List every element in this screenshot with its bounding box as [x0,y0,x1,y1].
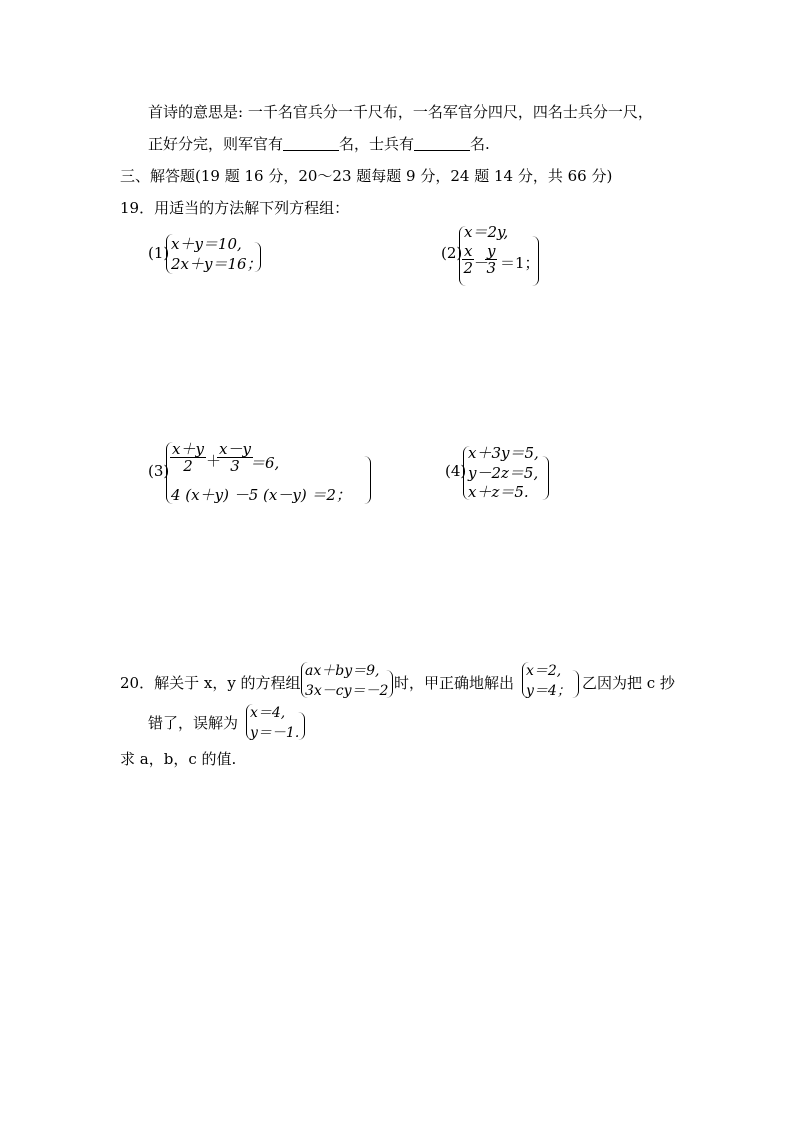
q20-sol1-eq1: x＝2, [526,663,562,679]
officer-count-blank[interactable] [283,136,339,151]
q20-stem-a: 20．解关于 x，y 的方程组 [120,674,301,692]
q19-p2-label: (2) [441,244,463,262]
q19-p2-right-brace [532,236,539,286]
q19-p3-eq1-rest: ＝6, [250,454,280,472]
soldier-count-blank[interactable] [414,136,470,151]
q20-sol2-eq2: y＝－1. [250,725,300,741]
q19-p2-eq1: x＝2y, [464,223,509,241]
q19-p3-frac-b [217,441,253,474]
poem-line-2-part-a: 正好分完，则军官有 [148,135,284,153]
q19-p3-right-brace [364,456,371,504]
q19-p3-eq2: 4 (x＋y) －5 (x－y) ＝2； [171,486,351,504]
q19-p1-label: (1) [148,244,170,262]
q19-p1-eq1: x＋y＝10, [171,235,242,253]
q20-stem-c: 乙因为把 c 抄 [582,674,675,692]
q20-line2: 错了，误解为 [148,714,239,732]
q20-system-right-brace [386,670,393,698]
section-3-heading: 三、解答题(19 题 16 分，20～23 题每题 9 分，24 题 14 分，共 66 分) [120,167,613,185]
poem-line-1: 首诗的意思是: 一千名官兵分一千尺布，一名军官分四尺，四名士兵分一尺， [148,103,653,121]
q19-p4-eq1: x＋3y＝5, [468,444,539,462]
q19-p3-frac-a-den: 2 [183,457,193,475]
q19-p4-label: (4) [445,462,467,480]
q20-sol1-eq2: y＝4； [526,683,571,699]
q20-sol2-eq1: x＝4, [250,705,286,721]
q19-p2-minus: － [474,254,490,272]
q19-p2-frac-b-den: 3 [486,259,497,277]
q19-p2-frac-b [485,243,497,276]
q19-p4-right-brace [542,456,549,500]
q19-p4-eq2: y－2z＝5, [468,464,539,482]
q20-system-eq2: 3x－cy＝－2 [305,683,389,699]
q19-p2-eq2-rest: ＝1； [500,254,540,272]
q19-stem: 19．用适当的方法解下列方程组： [120,199,350,217]
q19-p1-right-brace [254,242,261,272]
q19-p4-eq3: x＋z＝5. [468,483,529,501]
q19-p1-eq2: 2x＋y＝16； [171,255,262,273]
q19-p3-plus: ＋ [206,452,222,470]
q19-p2-frac-a-den: 2 [463,259,473,277]
q20-line3: 求 a，b，c 的值. [120,750,237,768]
q19-p3-frac-a [170,441,206,474]
q19-p2-frac-a [462,243,474,276]
q19-p3-frac-b-num: x－y [219,440,251,458]
q19-p3-frac-b-den: 3 [230,457,240,475]
q20-sol2-right-brace [298,712,305,740]
q20-system-eq1: ax＋by＝9, [305,663,380,679]
q19-p3-label: (3) [148,462,170,480]
q20-sol1-right-brace [572,670,579,698]
q20-stem-b: 时，甲正确地解出 [394,674,515,692]
q19-p2-frac-a-num: x [464,242,473,260]
q19-p3-frac-a-num: x＋y [172,440,204,458]
poem-line-2 [148,133,490,154]
poem-line-2-part-b: 名，士兵有 [339,135,415,153]
q19-p2-frac-b-num: y [487,242,496,260]
poem-line-2-part-c: 名. [470,135,490,153]
